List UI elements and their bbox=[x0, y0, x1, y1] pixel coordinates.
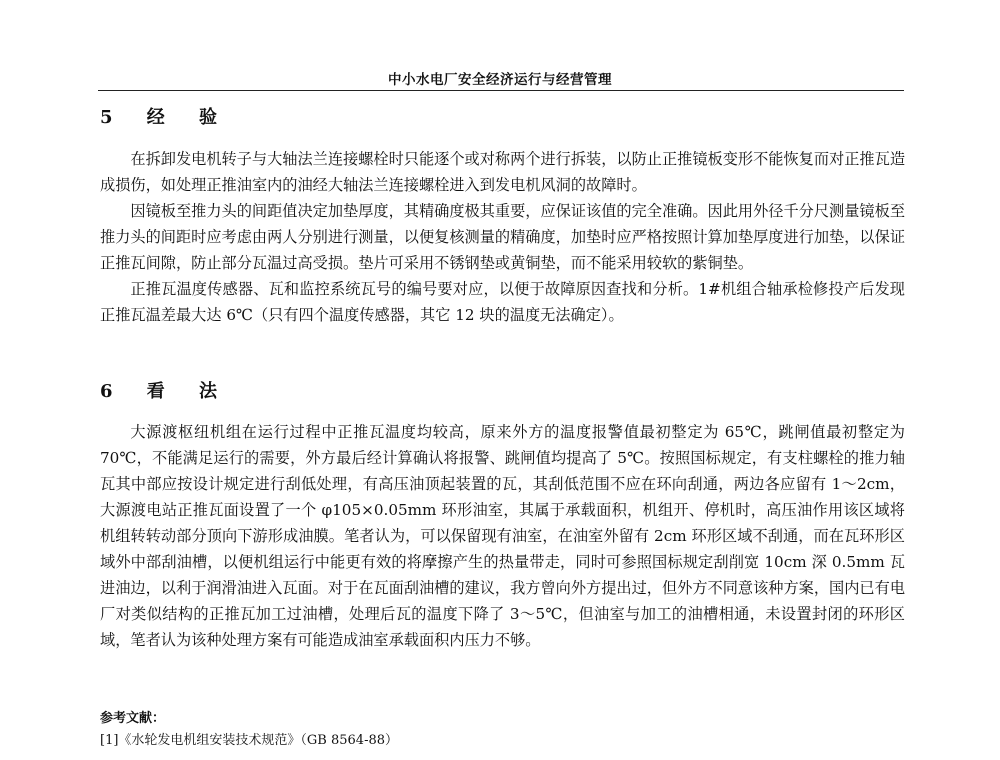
paragraph: 因镜板至推力头的间距值决定加垫厚度，其精确度极其重要，应保证该值的完全准确。因此用外径千分尺测量镜板至推力头的间距时应考虑由两人分别进行测量，以便复核测量的精确度，加垫时应严格按照计算加垫厚度进行加垫，以保证正推瓦间隙，防止部分瓦温过高受损。垫片可采用不锈钢垫或黄铜垫，而不能采用较软的紫铜垫。 bbox=[100, 202, 905, 272]
section-heading-6: 6 看 法 bbox=[100, 381, 232, 402]
section-body-5 bbox=[100, 146, 905, 328]
section-body-6 bbox=[100, 419, 905, 653]
references bbox=[100, 708, 905, 752]
running-header: 中小水电厂安全经济运行与经营管理 bbox=[388, 72, 612, 88]
references-title: 参考文献： bbox=[100, 711, 166, 726]
section-heading-5: 5 经 验 bbox=[100, 107, 232, 128]
reference-item: [1]《水轮发电机组安装技术规范》（GB 8564-88） bbox=[100, 733, 399, 748]
paragraph: 大源渡枢纽机组在运行过程中正推瓦温度均较高，原来外方的温度报警值最初整定为 65℃，跳闸值最初整定为 70℃，不能满足运行的需要，外方最后经计算确认将报警、跳闸值均提高了 5℃。按照国标规定，有支柱螺栓的推力轴瓦其中部应按设计规定进行刮低处理，有高压油顶起装置的瓦，其刮低范围不应在环向刮通，两边各应留有 1～2cm，大源渡电站正推瓦面设置了一个 φ105×0.05mm 环形油室，其属于承载面积，机组开、停机时，高压油作用该区域将机组转转动部分顶向下游形成油膜。笔者认为，可以保留现有油室，在油室外留有 2cm 环形区域不刮通，而在瓦环形区域外中部刮油槽，以便机组运行中能更有效的将摩擦产生的热量带走，同时可参照国标规定刮削宽 10cm 深 0.5mm 瓦进油边，以利于润滑油进入瓦面。对于在瓦面刮油槽的建议，我方曾向外方提出过，但外方不同意该种方案，国内已有电厂对类似结构的正推瓦加工过油槽，处理后瓦的温度下降了 3～5℃，但油室与加工的油槽相通，未设置封闭的环形区域，笔者认为该种处理方案有可能造成油室承载面积内压力不够。 bbox=[100, 423, 905, 649]
paragraph: 在拆卸发电机转子与大轴法兰连接螺栓时只能逐个或对称两个进行拆装，以防止正推镜板变形不能恢复而对正推瓦造成损伤，如处理正推油室内的油经大轴法兰连接螺栓进入到发电机风洞的故障时。 bbox=[100, 150, 905, 194]
header-rule bbox=[98, 90, 904, 91]
paragraph: 正推瓦温度传感器、瓦和监控系统瓦号的编号要对应，以便于故障原因查找和分析。1#机组合轴承检修投产后发现正推瓦温差最大达 6℃（只有四个温度传感器，其它 12 块的温度无法确定）。 bbox=[100, 280, 905, 324]
